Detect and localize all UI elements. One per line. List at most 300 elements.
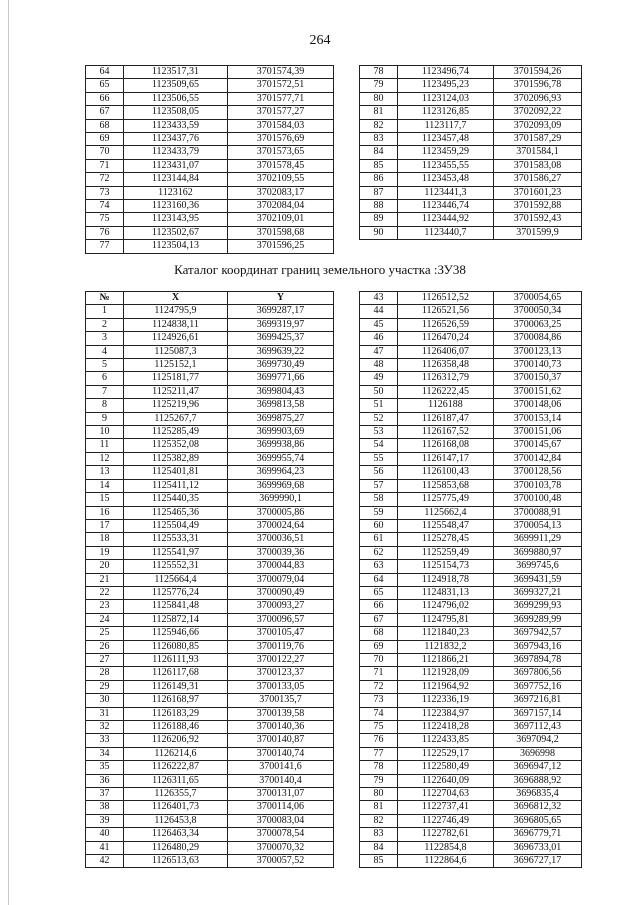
coordinate-x: 1123495,23 xyxy=(398,79,494,92)
coordinate-x: 1124838,11 xyxy=(124,318,228,331)
table-row xyxy=(360,774,582,787)
table-row xyxy=(86,372,334,385)
table-row xyxy=(86,66,334,79)
coordinate-x: 1125285,49 xyxy=(124,426,228,439)
point-number: 72 xyxy=(360,680,398,693)
coordinate-y: 3696812,32 xyxy=(494,801,582,814)
point-number: 75 xyxy=(360,721,398,734)
point-number: 75 xyxy=(86,213,124,226)
table-row xyxy=(86,573,334,586)
table-row xyxy=(86,305,334,318)
table-row xyxy=(360,761,582,774)
point-number: 19 xyxy=(86,546,124,559)
coordinate-x: 1125853,68 xyxy=(398,479,494,492)
point-number: 55 xyxy=(360,452,398,465)
coordinate-y: 3697894,78 xyxy=(494,653,582,666)
point-number: 36 xyxy=(86,774,124,787)
coordinate-x: 1125664,4 xyxy=(124,573,228,586)
table-row xyxy=(360,828,582,841)
coordinate-y: 3696805,65 xyxy=(494,814,582,827)
coordinate-y: 3701592,88 xyxy=(494,200,582,213)
coordinate-y: 3702084,04 xyxy=(228,200,334,213)
point-number: 62 xyxy=(360,546,398,559)
point-number: 74 xyxy=(86,200,124,213)
coordinate-y: 3700093,27 xyxy=(228,600,334,613)
point-number: 82 xyxy=(360,119,398,132)
table-row xyxy=(86,828,334,841)
point-number: 31 xyxy=(86,707,124,720)
coordinate-x: 1123143,95 xyxy=(124,213,228,226)
table-row xyxy=(86,613,334,626)
coordinate-y: 3699327,21 xyxy=(494,586,582,599)
table-row xyxy=(86,694,334,707)
table-row xyxy=(360,841,582,854)
scan-edge-left xyxy=(8,0,9,905)
point-number: 7 xyxy=(86,385,124,398)
point-number: 73 xyxy=(360,694,398,707)
point-number: 44 xyxy=(360,305,398,318)
table-row xyxy=(360,146,582,159)
point-number: 52 xyxy=(360,412,398,425)
table-row xyxy=(86,801,334,814)
table-row xyxy=(360,573,582,586)
coordinate-x: 1126222,87 xyxy=(124,761,228,774)
coordinate-y: 3701583,08 xyxy=(494,159,582,172)
coordinate-x: 1125541,97 xyxy=(124,546,228,559)
coordinate-y: 3700148,06 xyxy=(494,399,582,412)
table-row xyxy=(86,493,334,506)
table-row xyxy=(86,586,334,599)
point-number: 79 xyxy=(360,79,398,92)
coordinate-y: 3701592,43 xyxy=(494,213,582,226)
coordinate-y: 3696835,4 xyxy=(494,788,582,801)
point-number: 77 xyxy=(86,240,124,253)
table-row xyxy=(86,680,334,693)
table-row xyxy=(360,788,582,801)
point-number: 9 xyxy=(86,412,124,425)
coordinate-y: 3700114,06 xyxy=(228,801,334,814)
point-number: 38 xyxy=(86,801,124,814)
coordinate-x: 1126470,24 xyxy=(398,332,494,345)
coordinate-x: 1126463,34 xyxy=(124,828,228,841)
point-number: 28 xyxy=(86,667,124,680)
coordinate-x: 1122854,8 xyxy=(398,841,494,854)
coordinate-x: 1126080,85 xyxy=(124,640,228,653)
point-number: 45 xyxy=(360,318,398,331)
coordinate-x: 1122384,97 xyxy=(398,707,494,720)
table-row xyxy=(360,519,582,532)
coordinate-x: 1126513,63 xyxy=(124,855,228,868)
table-row xyxy=(360,412,582,425)
table-row xyxy=(360,305,582,318)
point-number: 57 xyxy=(360,479,398,492)
coordinate-x: 1121866,21 xyxy=(398,653,494,666)
point-number: 53 xyxy=(360,426,398,439)
coordinate-x: 1125411,12 xyxy=(124,479,228,492)
table-row xyxy=(360,345,582,358)
coordinate-x: 1123117,7 xyxy=(398,119,494,132)
coordinate-x: 1126312,79 xyxy=(398,372,494,385)
coordinate-y: 3701594,26 xyxy=(494,66,582,79)
table-row xyxy=(360,855,582,868)
column-header-y: Y xyxy=(228,292,334,305)
coordinate-x: 1125382,89 xyxy=(124,452,228,465)
point-number: 4 xyxy=(86,345,124,358)
point-number: 29 xyxy=(86,680,124,693)
table-row xyxy=(360,613,582,626)
coordinate-y: 3700044,83 xyxy=(228,560,334,573)
point-number: 61 xyxy=(360,533,398,546)
coordinate-y: 3699299,93 xyxy=(494,600,582,613)
point-number: 73 xyxy=(86,186,124,199)
point-number: 46 xyxy=(360,332,398,345)
coordinate-x: 1123126,85 xyxy=(398,106,494,119)
coordinate-y: 3702109,01 xyxy=(228,213,334,226)
coordinate-x: 1126183,29 xyxy=(124,707,228,720)
coordinate-y: 3696727,17 xyxy=(494,855,582,868)
point-number: 64 xyxy=(360,573,398,586)
table-row xyxy=(86,159,334,172)
point-number: 33 xyxy=(86,734,124,747)
column-header-number: № xyxy=(86,292,124,305)
point-number: 54 xyxy=(360,439,398,452)
coordinate-x: 1126512,52 xyxy=(398,292,494,305)
point-number: 59 xyxy=(360,506,398,519)
coordinate-y: 3701573,65 xyxy=(228,146,334,159)
coordinate-x: 1125211,47 xyxy=(124,385,228,398)
table-row xyxy=(360,186,582,199)
coordinate-x: 1123508,05 xyxy=(124,106,228,119)
coordinate-y: 3700123,37 xyxy=(228,667,334,680)
coordinate-y: 3700054,65 xyxy=(494,292,582,305)
table-row xyxy=(86,106,334,119)
table-row xyxy=(86,345,334,358)
table-row xyxy=(360,292,582,305)
coordinate-y: 3701596,78 xyxy=(494,79,582,92)
coordinate-x: 1126111,93 xyxy=(124,653,228,666)
table-row xyxy=(360,359,582,372)
coordinate-y: 3700100,48 xyxy=(494,493,582,506)
point-number: 41 xyxy=(86,841,124,854)
point-number: 34 xyxy=(86,747,124,760)
point-number: 21 xyxy=(86,573,124,586)
point-number: 12 xyxy=(86,452,124,465)
point-number: 85 xyxy=(360,159,398,172)
point-number: 82 xyxy=(360,814,398,827)
coordinate-y: 3699955,74 xyxy=(228,452,334,465)
coordinate-y: 3700036,51 xyxy=(228,533,334,546)
coordinate-x: 1125152,1 xyxy=(124,359,228,372)
coordinate-y: 3699730,49 xyxy=(228,359,334,372)
table-row xyxy=(86,186,334,199)
coordinate-y: 3699964,23 xyxy=(228,466,334,479)
coordinate-x: 1125267,7 xyxy=(124,412,228,425)
coordinate-x: 1126168,97 xyxy=(124,694,228,707)
coordinate-x: 1122418,28 xyxy=(398,721,494,734)
coordinate-y: 3700054,13 xyxy=(494,519,582,532)
coordinates-table-continued-left xyxy=(85,65,334,254)
point-number: 32 xyxy=(86,721,124,734)
point-number: 14 xyxy=(86,479,124,492)
point-number: 67 xyxy=(86,106,124,119)
coordinate-y: 3701587,29 xyxy=(494,133,582,146)
coordinate-x: 1124795,9 xyxy=(124,305,228,318)
table-row xyxy=(360,586,582,599)
table-row xyxy=(360,200,582,213)
point-number: 76 xyxy=(360,734,398,747)
point-number: 80 xyxy=(360,788,398,801)
coordinate-y: 3700090,49 xyxy=(228,586,334,599)
coordinate-x: 1126453,8 xyxy=(124,814,228,827)
coordinates-table-zu38-left xyxy=(85,291,334,868)
table-row xyxy=(86,667,334,680)
coordinate-y: 3700153,14 xyxy=(494,412,582,425)
coordinate-y: 3697112,43 xyxy=(494,721,582,734)
coordinate-x: 1121928,09 xyxy=(398,667,494,680)
coordinate-x: 1125440,35 xyxy=(124,493,228,506)
point-number: 78 xyxy=(360,761,398,774)
coordinate-x: 1125278,45 xyxy=(398,533,494,546)
coordinate-y: 3700083,04 xyxy=(228,814,334,827)
point-number: 69 xyxy=(86,133,124,146)
table-row xyxy=(86,240,334,253)
coordinate-y: 3697942,57 xyxy=(494,627,582,640)
coordinate-x: 1126222,45 xyxy=(398,385,494,398)
table-row xyxy=(86,627,334,640)
table-row xyxy=(360,653,582,666)
point-number: 88 xyxy=(360,200,398,213)
table-row xyxy=(360,479,582,492)
coordinate-x: 1122782,61 xyxy=(398,828,494,841)
point-number: 65 xyxy=(86,79,124,92)
point-number: 51 xyxy=(360,399,398,412)
table-row xyxy=(360,546,582,559)
coordinate-y: 3696947,12 xyxy=(494,761,582,774)
table-row xyxy=(360,493,582,506)
point-number: 70 xyxy=(86,146,124,159)
coordinate-x: 1122433,85 xyxy=(398,734,494,747)
coordinate-x: 1125776,24 xyxy=(124,586,228,599)
coordinate-y: 3700078,54 xyxy=(228,828,334,841)
coordinate-x: 1126188 xyxy=(398,399,494,412)
coordinate-x: 1125533,31 xyxy=(124,533,228,546)
point-number: 27 xyxy=(86,653,124,666)
coordinate-x: 1123162 xyxy=(124,186,228,199)
coordinate-x: 1123453,48 xyxy=(398,173,494,186)
table-header-row xyxy=(86,292,334,305)
point-number: 80 xyxy=(360,92,398,105)
point-number: 68 xyxy=(86,119,124,132)
point-number: 13 xyxy=(86,466,124,479)
table-row xyxy=(86,546,334,559)
table-row xyxy=(86,92,334,105)
coordinate-x: 1126521,56 xyxy=(398,305,494,318)
coordinate-x: 1125181,77 xyxy=(124,372,228,385)
coordinate-x: 1126401,73 xyxy=(124,801,228,814)
coordinate-y: 3700088,91 xyxy=(494,506,582,519)
table-row xyxy=(360,66,582,79)
point-number: 66 xyxy=(86,92,124,105)
coordinate-x: 1123517,31 xyxy=(124,66,228,79)
coordinate-y: 3696779,71 xyxy=(494,828,582,841)
coordinate-y: 3700140,36 xyxy=(228,721,334,734)
coordinate-x: 1124831,13 xyxy=(398,586,494,599)
point-number: 40 xyxy=(86,828,124,841)
coordinate-x: 1126214,6 xyxy=(124,747,228,760)
table-row xyxy=(360,79,582,92)
point-number: 6 xyxy=(86,372,124,385)
coordinate-y: 3700084,86 xyxy=(494,332,582,345)
table-row xyxy=(86,506,334,519)
point-number: 72 xyxy=(86,173,124,186)
table-row xyxy=(86,226,334,239)
point-number: 66 xyxy=(360,600,398,613)
coordinate-x: 1126149,31 xyxy=(124,680,228,693)
point-number: 58 xyxy=(360,493,398,506)
coordinate-y: 3701577,71 xyxy=(228,92,334,105)
point-number: 67 xyxy=(360,613,398,626)
table-row xyxy=(86,653,334,666)
point-number: 22 xyxy=(86,586,124,599)
coordinate-y: 3700039,36 xyxy=(228,546,334,559)
coordinate-x: 1126311,65 xyxy=(124,774,228,787)
coordinate-y: 3699431,59 xyxy=(494,573,582,586)
coordinate-x: 1126526,59 xyxy=(398,318,494,331)
table-row xyxy=(360,814,582,827)
coordinate-y: 3696888,92 xyxy=(494,774,582,787)
table-row xyxy=(360,226,582,239)
coordinate-y: 3700079,04 xyxy=(228,573,334,586)
coordinate-x: 1126406,07 xyxy=(398,345,494,358)
coordinate-x: 1125775,49 xyxy=(398,493,494,506)
coordinate-x: 1125552,31 xyxy=(124,560,228,573)
point-number: 2 xyxy=(86,318,124,331)
coordinate-x: 1126355,7 xyxy=(124,788,228,801)
coordinate-x: 1125872,14 xyxy=(124,613,228,626)
table-row xyxy=(360,439,582,452)
point-number: 47 xyxy=(360,345,398,358)
coordinate-y: 3700145,67 xyxy=(494,439,582,452)
coordinate-x: 1123437,76 xyxy=(124,133,228,146)
point-number: 78 xyxy=(360,66,398,79)
point-number: 83 xyxy=(360,133,398,146)
table-row xyxy=(86,640,334,653)
coordinate-x: 1122529,17 xyxy=(398,747,494,760)
coordinate-y: 3700140,74 xyxy=(228,747,334,760)
coordinate-y: 3702093,09 xyxy=(494,119,582,132)
table-row xyxy=(86,774,334,787)
point-number: 10 xyxy=(86,426,124,439)
coordinate-x: 1123160,36 xyxy=(124,200,228,213)
coordinate-y: 3700122,27 xyxy=(228,653,334,666)
coordinate-y: 3699813,58 xyxy=(228,399,334,412)
coordinate-y: 3700119,76 xyxy=(228,640,334,653)
coordinate-x: 1123446,74 xyxy=(398,200,494,213)
table-row xyxy=(86,412,334,425)
table-row xyxy=(86,426,334,439)
point-number: 18 xyxy=(86,533,124,546)
point-number: 81 xyxy=(360,106,398,119)
table-row xyxy=(360,385,582,398)
coordinate-x: 1125548,47 xyxy=(398,519,494,532)
coordinate-x: 1123440,7 xyxy=(398,226,494,239)
page-number: 264 xyxy=(309,33,331,48)
coordinates-table-zu38-right xyxy=(359,291,582,868)
coordinate-y: 3700151,62 xyxy=(494,385,582,398)
table-row xyxy=(360,399,582,412)
coordinate-x: 1125259,49 xyxy=(398,546,494,559)
coordinate-x: 1126100,43 xyxy=(398,466,494,479)
point-number: 17 xyxy=(86,519,124,532)
coordinate-x: 1125401,81 xyxy=(124,466,228,479)
table-row xyxy=(360,159,582,172)
point-number: 30 xyxy=(86,694,124,707)
point-number: 84 xyxy=(360,841,398,854)
table-row xyxy=(360,747,582,760)
table-row xyxy=(86,119,334,132)
coordinate-y: 3697806,56 xyxy=(494,667,582,680)
coordinate-x: 1125087,3 xyxy=(124,345,228,358)
coordinate-y: 3700141,6 xyxy=(228,761,334,774)
table-row xyxy=(360,173,582,186)
coordinate-x: 1126147,17 xyxy=(398,452,494,465)
table-row xyxy=(86,747,334,760)
point-number: 68 xyxy=(360,627,398,640)
table-row xyxy=(360,466,582,479)
coordinate-y: 3701596,25 xyxy=(228,240,334,253)
coordinate-x: 1125662,4 xyxy=(398,506,494,519)
table-row xyxy=(86,332,334,345)
point-number: 63 xyxy=(360,560,398,573)
coordinate-y: 3699880,97 xyxy=(494,546,582,559)
point-number: 90 xyxy=(360,226,398,239)
table-row xyxy=(360,133,582,146)
coordinate-y: 3699745,6 xyxy=(494,560,582,573)
point-number: 70 xyxy=(360,653,398,666)
table-row xyxy=(86,721,334,734)
coordinate-y: 3700005,86 xyxy=(228,506,334,519)
coordinate-y: 3697943,16 xyxy=(494,640,582,653)
coordinate-x: 1126167,52 xyxy=(398,426,494,439)
coordinate-x: 1126480,29 xyxy=(124,841,228,854)
coordinate-x: 1125946,66 xyxy=(124,627,228,640)
coordinate-x: 1122640,09 xyxy=(398,774,494,787)
coordinate-y: 3699969,68 xyxy=(228,479,334,492)
coordinate-y: 3700096,57 xyxy=(228,613,334,626)
table-row xyxy=(86,79,334,92)
coordinate-y: 3700140,73 xyxy=(494,359,582,372)
coordinate-x: 1125219,96 xyxy=(124,399,228,412)
coordinate-x: 1121964,92 xyxy=(398,680,494,693)
point-number: 23 xyxy=(86,600,124,613)
table-row xyxy=(86,855,334,868)
coordinate-x: 1125154,73 xyxy=(398,560,494,573)
coordinate-x: 1122746,49 xyxy=(398,814,494,827)
coordinate-y: 3700128,56 xyxy=(494,466,582,479)
table-row xyxy=(360,734,582,747)
coordinate-x: 1124926,61 xyxy=(124,332,228,345)
point-number: 5 xyxy=(86,359,124,372)
coordinate-x: 1125841,48 xyxy=(124,600,228,613)
coordinate-x: 1121832,2 xyxy=(398,640,494,653)
coordinate-y: 3699875,27 xyxy=(228,412,334,425)
coordinate-y: 3700139,58 xyxy=(228,707,334,720)
coordinate-y: 3700103,78 xyxy=(494,479,582,492)
coordinate-x: 1123496,74 xyxy=(398,66,494,79)
point-number: 42 xyxy=(86,855,124,868)
point-number: 1 xyxy=(86,305,124,318)
table-row xyxy=(86,146,334,159)
